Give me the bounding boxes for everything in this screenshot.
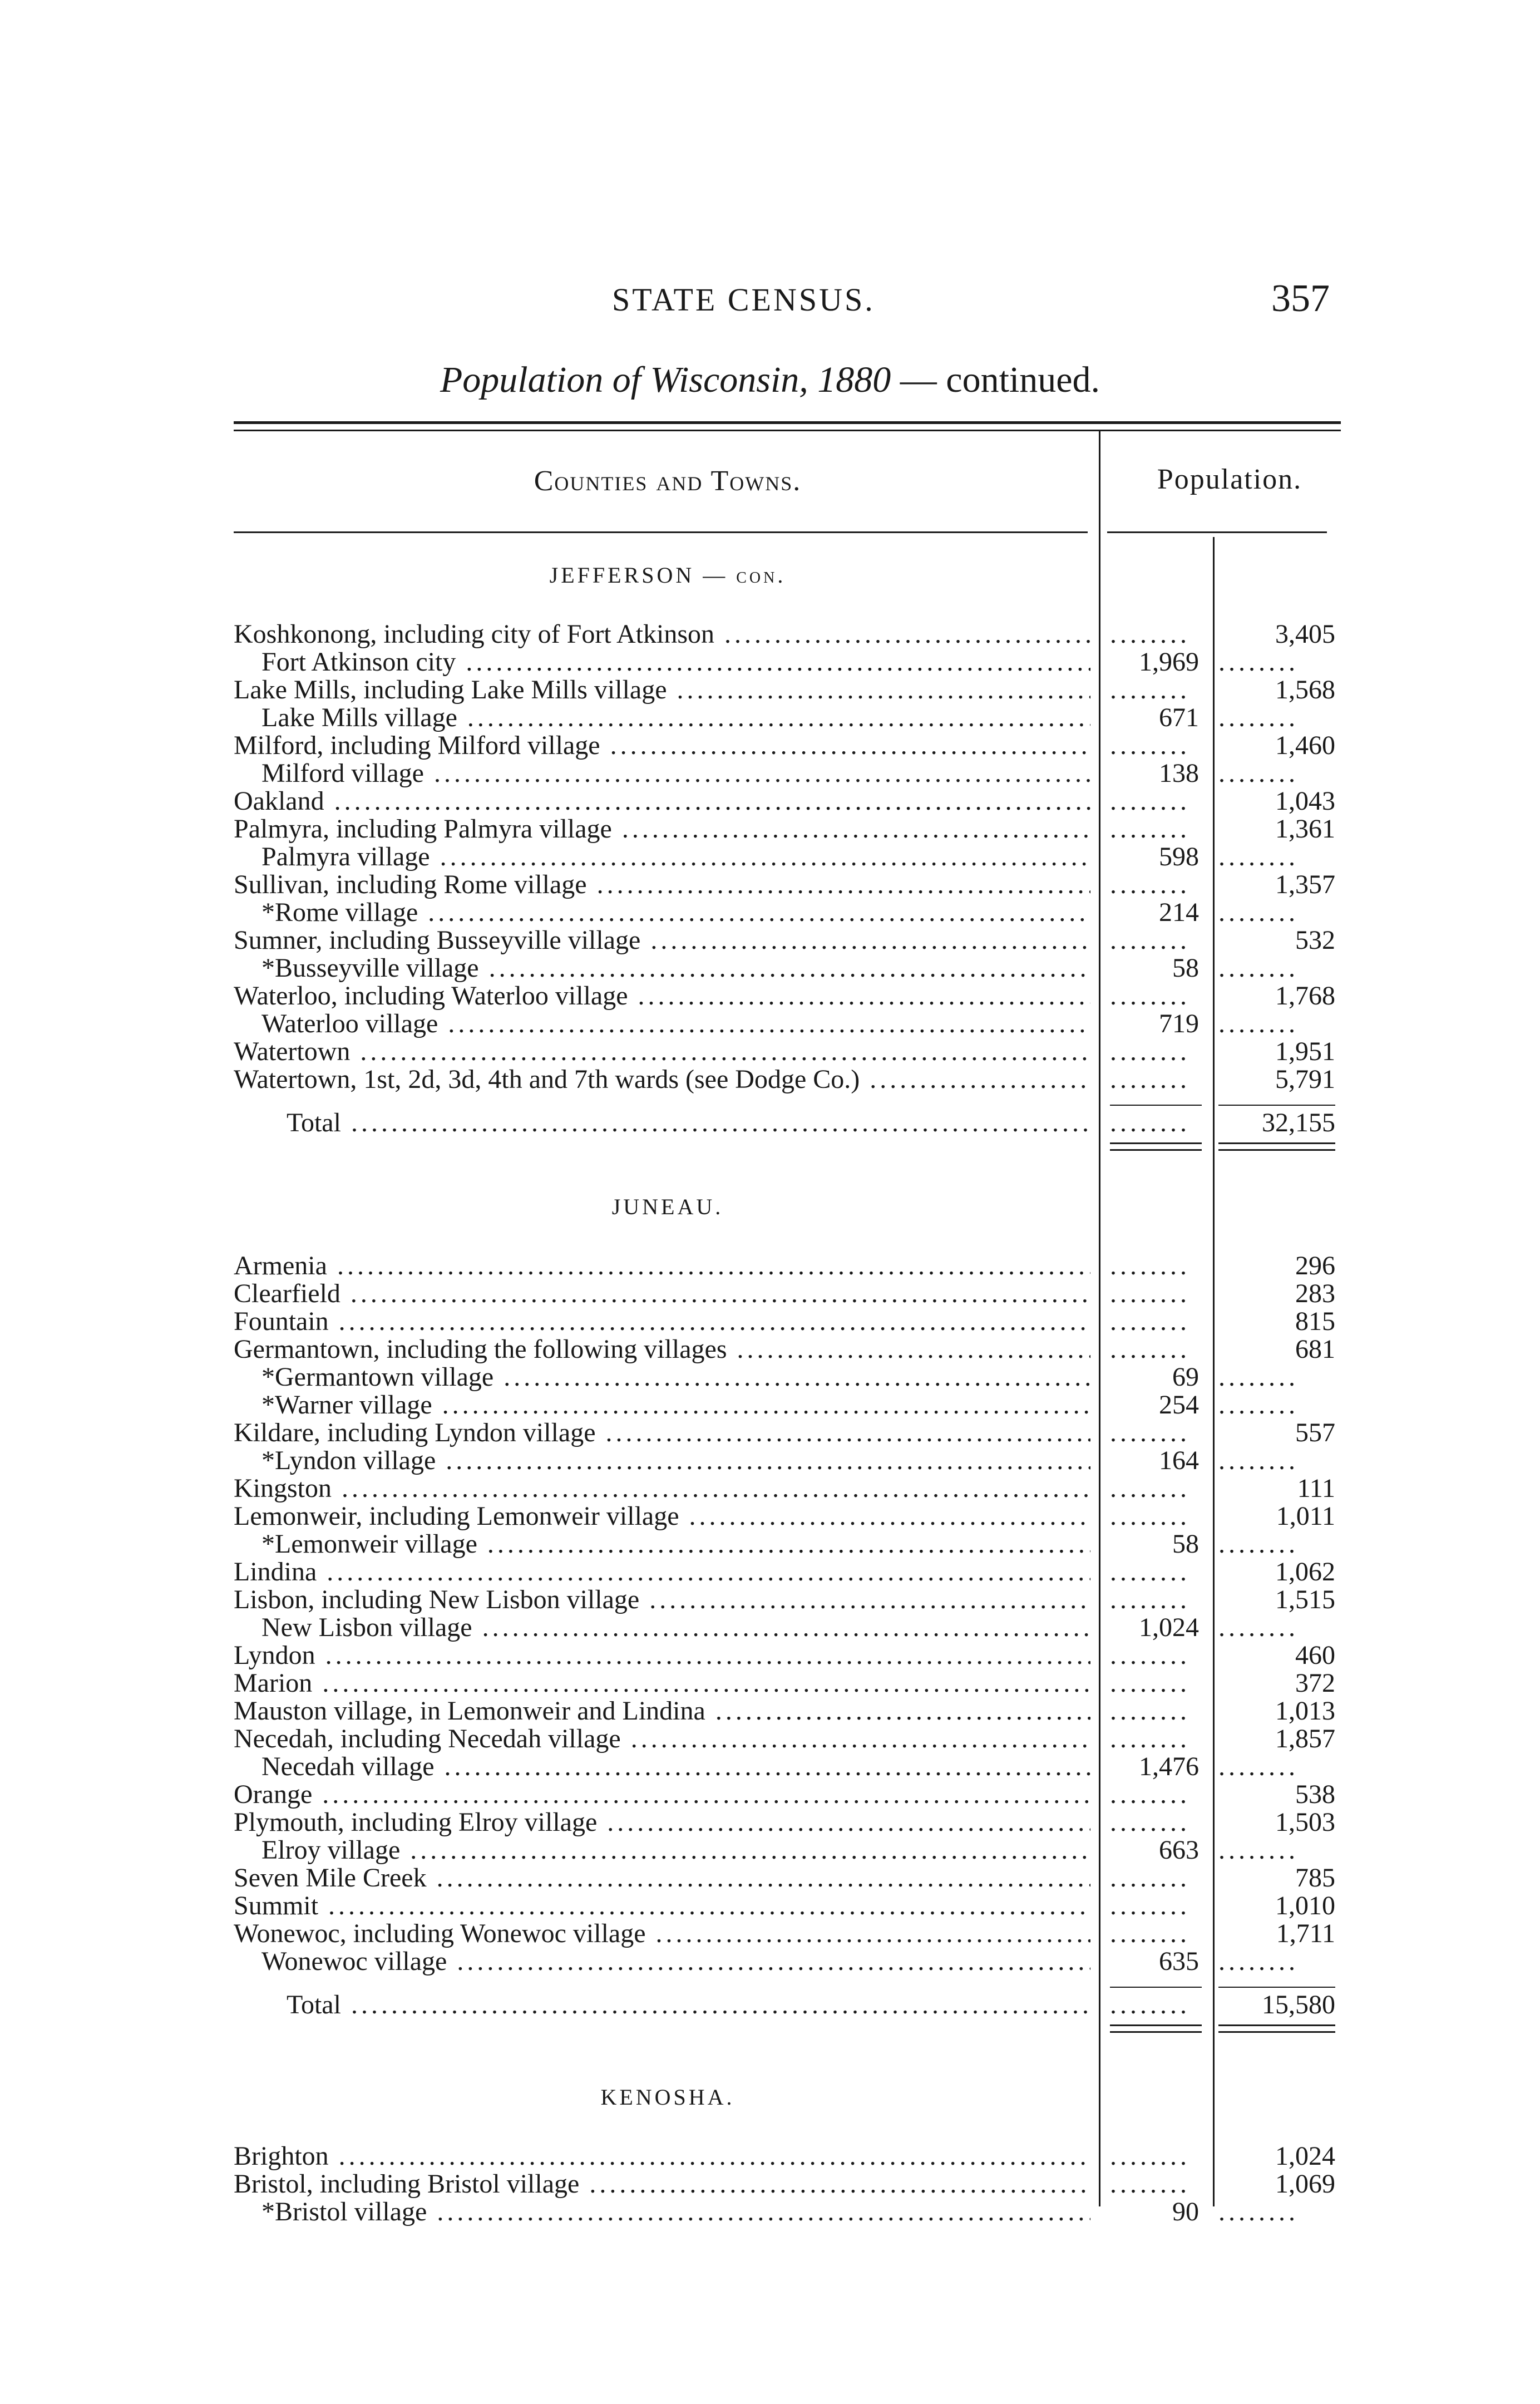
village-population: 164 [1159, 1446, 1199, 1475]
table-row [0, 899, 1540, 927]
leader-dots: ........ [1110, 1697, 1190, 1725]
leader-dots: ........ [1110, 1475, 1190, 1502]
row-name: Palmyra village ..... [261, 843, 1090, 871]
town-population: 681 [1295, 1334, 1335, 1364]
village-population: 663 [1159, 1835, 1199, 1865]
town-population: 1,460 [1275, 731, 1335, 760]
row-name: Wonewoc village ..... [261, 1948, 1090, 1976]
total-double-rule-left-2 [1110, 2031, 1202, 2033]
leader-dots: ........ [1110, 1642, 1190, 1669]
row-name: *Bristol village ..... [261, 2198, 1090, 2226]
row-name: Seven Mile Creek ..... [234, 1864, 1090, 1892]
row-name: *Busseyville village ..... [261, 954, 1090, 982]
leader-dots: ........ [1110, 871, 1190, 899]
row-name: Sumner, including Busseyville village ..... [234, 927, 1090, 954]
town-population: 5,791 [1275, 1065, 1335, 1094]
table-row [0, 1363, 1540, 1391]
row-name: Kingston ..... [234, 1475, 1090, 1502]
total-rule-left [1110, 1105, 1202, 1106]
leader-dots: ........ [1110, 1280, 1190, 1308]
leader-dots: ........ [1218, 1948, 1299, 1976]
total-label: Total ..... [287, 1991, 1090, 2019]
table-row [0, 732, 1540, 760]
table-row [0, 1892, 1540, 1920]
leader-dots: ........ [1110, 927, 1190, 954]
row-name: Waterloo, including Waterloo village ..... [234, 982, 1090, 1010]
table-row [0, 1864, 1540, 1892]
town-population: 283 [1295, 1279, 1335, 1308]
total-double-rule-right-1 [1218, 2024, 1335, 2026]
leader-dots: ........ [1110, 620, 1190, 648]
town-population: 1,069 [1275, 2169, 1335, 2199]
row-name: Oakland ..... [234, 787, 1090, 815]
table-row [0, 1336, 1540, 1363]
row-name: Elroy village ..... [261, 1836, 1090, 1864]
leader-dots: ........ [1110, 1809, 1190, 1836]
row-name: Clearfield ..... [234, 1280, 1090, 1308]
village-population: 1,969 [1139, 647, 1199, 677]
table-row [0, 1419, 1540, 1447]
leader-dots: ........ [1218, 2198, 1299, 2226]
top-rule-2 [234, 430, 1341, 431]
leader-dots: ........ [1110, 2170, 1190, 2198]
running-head [0, 277, 1540, 320]
leader-dots: ........ [1110, 1920, 1190, 1948]
table-row [0, 1447, 1540, 1475]
row-name: *Lyndon village ..... [261, 1447, 1090, 1475]
row-name: Koshkonong, including city of Fort Atkinson ..... [234, 620, 1090, 648]
leader-dots: ........ [1218, 1447, 1299, 1475]
row-name: Armenia ..... [234, 1252, 1090, 1280]
table-row [0, 2170, 1540, 2198]
village-population: 138 [1159, 758, 1199, 788]
row-name: *Germantown village ..... [261, 1363, 1090, 1391]
table-row [0, 1010, 1540, 1038]
leader-dots: ........ [1110, 1669, 1190, 1697]
table-row [0, 815, 1540, 843]
leader-dots: ........ [1110, 1586, 1190, 1614]
row-name: Fountain ..... [234, 1308, 1090, 1336]
leader-dots: ........ [1218, 843, 1299, 871]
leader-dots: ........ [1218, 1614, 1299, 1642]
town-population: 1,010 [1275, 1891, 1335, 1920]
village-population: 1,024 [1139, 1613, 1199, 1642]
row-name: Lisbon, including New Lisbon village ..... [234, 1586, 1090, 1614]
row-name: *Lemonweir village ..... [261, 1530, 1090, 1558]
total-double-rule-left-1 [1110, 1142, 1202, 1144]
total-rule-right [1218, 1987, 1335, 1988]
leader-dots: ........ [1218, 1753, 1299, 1781]
table-row [0, 1697, 1540, 1725]
village-population: 214 [1159, 898, 1199, 927]
table-row [0, 1475, 1540, 1502]
town-population: 1,013 [1275, 1696, 1335, 1726]
table-row [0, 1836, 1540, 1864]
row-name: New Lisbon village ..... [261, 1614, 1090, 1642]
running-head-title: STATE CENSUS. [612, 282, 875, 318]
town-population: 1,711 [1276, 1919, 1335, 1948]
leader-dots: ........ [1110, 787, 1190, 815]
village-population: 1,476 [1139, 1752, 1199, 1781]
table-row [0, 1614, 1540, 1642]
header-bottom-rule-left [234, 531, 1088, 533]
caption-suffix: — continued. [900, 359, 1100, 400]
row-name: Mauston village, in Lemonweir and Lindina ..... [234, 1697, 1090, 1725]
row-name: Orange ..... [234, 1781, 1090, 1809]
total-double-rule-right-2 [1218, 1149, 1335, 1151]
table-row [0, 1502, 1540, 1530]
row-name: Germantown, including the following villages ..... [234, 1336, 1090, 1363]
row-name: Lemonweir, including Lemonweir village ..... [234, 1502, 1090, 1530]
row-name: Milford, including Milford village ..... [234, 732, 1090, 760]
table-row [0, 787, 1540, 815]
header-population: Population. [1157, 464, 1302, 495]
town-population: 1,024 [1275, 2141, 1335, 2171]
total-value: 15,580 [1262, 1990, 1335, 2019]
town-population: 372 [1295, 1668, 1335, 1698]
town-population: 3,405 [1275, 619, 1335, 649]
total-rule-right [1218, 1105, 1335, 1106]
row-name: Waterloo village ..... [261, 1010, 1090, 1038]
table-row [0, 1669, 1540, 1697]
town-population: 1,857 [1275, 1724, 1335, 1753]
row-name: Plymouth, including Elroy village ..... [234, 1809, 1090, 1836]
leader-dots: ........ [1110, 1781, 1190, 1809]
table-row [0, 760, 1540, 787]
leader-dots: ........ [1110, 1864, 1190, 1892]
leader-dots: ........ [1218, 1363, 1299, 1391]
village-population: 254 [1159, 1390, 1199, 1420]
total-row [0, 1109, 1540, 1137]
total-label: Total ..... [287, 1109, 1090, 1137]
table-row [0, 982, 1540, 1010]
town-population: 1,568 [1275, 675, 1335, 705]
town-population: 1,043 [1275, 786, 1335, 816]
table-row [0, 1530, 1540, 1558]
row-name: Summit ..... [234, 1892, 1090, 1920]
village-population: 69 [1172, 1362, 1199, 1392]
caption-title: Population of Wisconsin, 1880 [440, 359, 891, 400]
total-double-rule-right-1 [1218, 1142, 1335, 1144]
row-name: Lake Mills village ..... [261, 704, 1090, 732]
table-row [0, 2198, 1540, 2226]
leader-dots: ........ [1218, 954, 1299, 982]
row-name: Milford village ..... [261, 760, 1090, 787]
village-population: 635 [1159, 1947, 1199, 1976]
leader-dots: ........ [1110, 1252, 1190, 1280]
leader-dots: ........ [1218, 1391, 1299, 1419]
leader-dots: ........ [1110, 1038, 1190, 1066]
leader-dots: ........ [1110, 1308, 1190, 1336]
row-name: Lyndon ..... [234, 1642, 1090, 1669]
leader-dots: ........ [1218, 648, 1299, 676]
town-population: 1,062 [1275, 1557, 1335, 1587]
row-name: Palmyra, including Palmyra village ..... [234, 815, 1090, 843]
table-row [0, 2142, 1540, 2170]
total-double-rule-left-2 [1110, 1149, 1202, 1151]
table-row [0, 1066, 1540, 1093]
table-row [0, 1920, 1540, 1948]
row-name: Necedah, including Necedah village ..... [234, 1725, 1090, 1753]
table-row [0, 1781, 1540, 1809]
table-row [0, 1391, 1540, 1419]
row-name: Bristol, including Bristol village ..... [234, 2170, 1090, 2198]
village-population: 90 [1172, 2197, 1199, 2226]
table-row [0, 1753, 1540, 1781]
top-rule-1 [234, 421, 1341, 424]
row-name: Watertown, 1st, 2d, 3d, 4th and 7th wards (see Dodge Co.) ..... [234, 1066, 1090, 1093]
town-population: 1,011 [1276, 1501, 1335, 1531]
total-double-rule-right-2 [1218, 2031, 1335, 2033]
town-population: 815 [1295, 1307, 1335, 1336]
town-population: 1,951 [1275, 1037, 1335, 1066]
leader-dots: ........ [1110, 1109, 1190, 1137]
total-value: 32,155 [1262, 1108, 1335, 1137]
leader-dots: ........ [1110, 1066, 1190, 1093]
leader-dots: ........ [1110, 1558, 1190, 1586]
row-name: Lindina ..... [234, 1558, 1090, 1586]
leader-dots: ........ [1110, 1419, 1190, 1447]
town-population: 296 [1295, 1251, 1335, 1280]
table-row [0, 704, 1540, 732]
village-population: 598 [1159, 842, 1199, 871]
town-population: 785 [1295, 1863, 1335, 1893]
leader-dots: ........ [1110, 1725, 1190, 1753]
town-population: 1,503 [1275, 1807, 1335, 1837]
table-row [0, 1038, 1540, 1066]
town-population: 557 [1295, 1418, 1335, 1447]
total-row [0, 1991, 1540, 2019]
leader-dots: ........ [1218, 704, 1299, 732]
village-population: 58 [1172, 1529, 1199, 1559]
section-title: JUNEAU. [611, 1194, 724, 1219]
table-row [0, 1809, 1540, 1836]
leader-dots: ........ [1110, 676, 1190, 704]
village-population: 58 [1172, 953, 1199, 983]
leader-dots: ........ [1218, 760, 1299, 787]
town-population: 1,361 [1275, 814, 1335, 844]
leader-dots: ........ [1110, 1892, 1190, 1920]
row-name: Wonewoc, including Wonewoc village ..... [234, 1920, 1090, 1948]
table-row [0, 1308, 1540, 1336]
leader-dots: ........ [1218, 1530, 1299, 1558]
table-row [0, 1558, 1540, 1586]
village-population: 671 [1159, 703, 1199, 732]
town-population: 1,768 [1275, 981, 1335, 1011]
header-bottom-rule-right [1107, 531, 1327, 533]
leader-dots: ........ [1218, 1836, 1299, 1864]
leader-dots: ........ [1110, 732, 1190, 760]
table-row [0, 1725, 1540, 1753]
table-row [0, 1948, 1540, 1976]
row-name: *Warner village ..... [261, 1391, 1090, 1419]
leader-dots: ........ [1110, 2142, 1190, 2170]
town-population: 111 [1297, 1474, 1335, 1503]
village-population: 719 [1159, 1009, 1199, 1038]
leader-dots: ........ [1110, 1991, 1190, 2019]
leader-dots: ........ [1110, 1502, 1190, 1530]
table-row [0, 648, 1540, 676]
table-row [0, 871, 1540, 899]
leader-dots: ........ [1218, 899, 1299, 927]
section-title: JEFFERSON — con. [549, 563, 786, 588]
town-population: 538 [1295, 1780, 1335, 1809]
table-row [0, 1642, 1540, 1669]
town-population: 1,515 [1275, 1585, 1335, 1614]
town-population: 532 [1295, 925, 1335, 955]
row-name: Kildare, including Lyndon village ..... [234, 1419, 1090, 1447]
row-name: Lake Mills, including Lake Mills village ..... [234, 676, 1090, 704]
leader-dots: ........ [1110, 815, 1190, 843]
table-row [0, 927, 1540, 954]
row-name: Marion ..... [234, 1669, 1090, 1697]
row-name: Watertown ..... [234, 1038, 1090, 1066]
leader-dots: ........ [1218, 1010, 1299, 1038]
row-name: Necedah village ..... [261, 1753, 1090, 1781]
town-population: 1,357 [1275, 870, 1335, 899]
page-number: 357 [1271, 277, 1330, 320]
table-row [0, 1252, 1540, 1280]
row-name: *Rome village ..... [261, 899, 1090, 927]
leader-dots: ........ [1110, 982, 1190, 1010]
table-row [0, 676, 1540, 704]
total-rule-left [1110, 1987, 1202, 1988]
leader-dots: ........ [1110, 1336, 1190, 1363]
total-double-rule-left-1 [1110, 2024, 1202, 2026]
table-row [0, 1280, 1540, 1308]
table-caption [0, 359, 1540, 401]
section-title: KENOSHA. [600, 2085, 735, 2110]
town-population: 460 [1295, 1641, 1335, 1670]
row-name: Sullivan, including Rome village ..... [234, 871, 1090, 899]
table-row [0, 1586, 1540, 1614]
header-counties-and-towns: Counties and Towns. [534, 465, 802, 497]
row-name: Fort Atkinson city ..... [261, 648, 1090, 676]
table-row [0, 620, 1540, 648]
table-row [0, 843, 1540, 871]
row-name: Brighton ..... [234, 2142, 1090, 2170]
table-row [0, 954, 1540, 982]
